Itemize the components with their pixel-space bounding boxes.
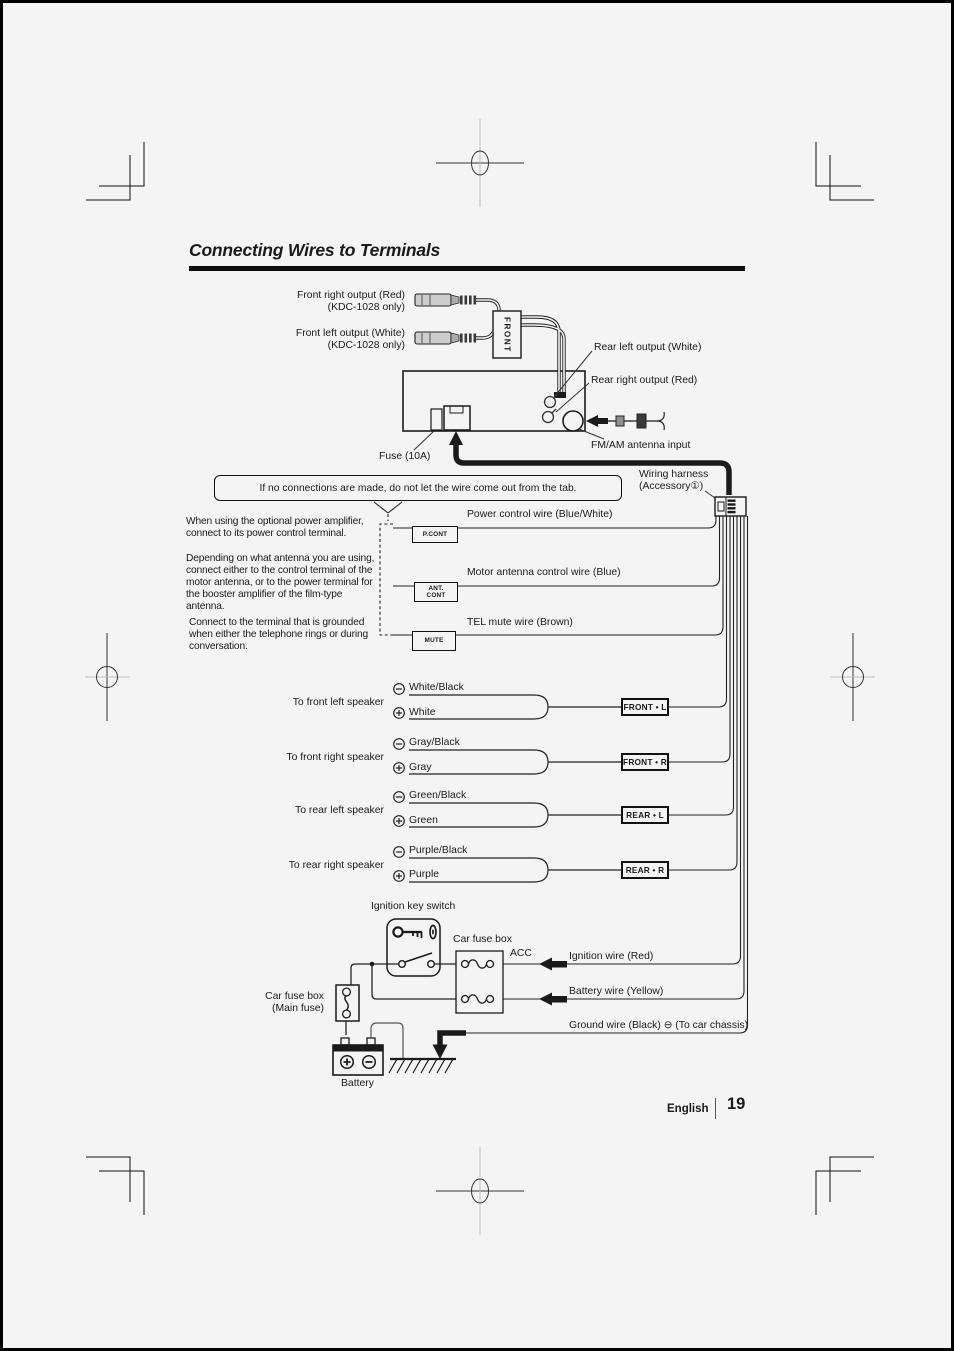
power-control-wire-label: Power control wire (Blue/White) <box>467 509 613 520</box>
crop-marks <box>86 142 874 1215</box>
note-power-amplifier: When using the optional power amplifier, connect to its power control terminal. <box>186 516 364 539</box>
wire-color-label: Green/Black <box>409 790 467 801</box>
rear-right-output-label: Rear right output (Red) <box>591 375 698 386</box>
page-title: Connecting Wires to Terminals <box>189 240 441 260</box>
crosshair-right <box>830 633 875 721</box>
speaker-label: To rear left speaker <box>295 805 384 816</box>
plus-terminal-icon <box>394 871 405 882</box>
mute-terminal-tag: MUTE <box>412 631 456 651</box>
plus-terminal-icon <box>394 816 405 827</box>
front-right-output-note: (KDC-1028 only) <box>327 302 405 313</box>
antenna-arrow-icon <box>586 415 608 427</box>
speaker-terminal-tag: FRONT • L <box>621 698 669 716</box>
wire-color-label: Purple <box>409 869 440 880</box>
rca-connector-front-left-icon <box>415 332 476 344</box>
speaker-terminal-tag: FRONT • R <box>621 753 669 771</box>
ant-cont-terminal-tag: ANT. CONT <box>414 582 458 602</box>
harness-socket <box>444 406 470 430</box>
antenna-plug-icon <box>608 412 664 430</box>
title-rule <box>189 266 745 271</box>
speaker-terminal-tag: REAR • R <box>621 861 669 879</box>
polarity-icons <box>394 684 405 882</box>
speaker-terminal-tag: REAR • L <box>621 806 669 824</box>
acc-label: ACC <box>510 948 532 959</box>
front-left-output-note: (KDC-1028 only) <box>327 340 405 351</box>
junction-dot <box>370 962 375 967</box>
tel-mute-wire-label: TEL mute wire (Brown) <box>467 617 573 628</box>
minus-terminal-icon <box>394 684 405 695</box>
car-fuse-box-label: Car fuse box <box>453 934 512 945</box>
fuse-slot <box>431 409 442 430</box>
main-fuse-label: Car fuse box <box>265 991 324 1002</box>
crosshair-bottom <box>436 1147 524 1235</box>
ground-icon <box>389 1059 456 1073</box>
wire-color-label: Green <box>409 815 438 826</box>
no-connection-warning: If no connections are made, do not let the wire come out from the tab. <box>214 475 622 501</box>
main-fuse-note: (Main fuse) <box>272 1003 324 1014</box>
ground-arrow <box>433 1033 467 1059</box>
rca-connector-front-right-icon <box>415 294 476 306</box>
front-left-output-label: Front left output (White) <box>295 328 405 339</box>
antenna-control-wire-label: Motor antenna control wire (Blue) <box>467 567 621 578</box>
front-box-label: FRONT <box>502 316 512 353</box>
footer-page-number: 19 <box>727 1095 746 1113</box>
wire-color-label: White/Black <box>409 682 464 693</box>
battery-label: Battery <box>341 1078 374 1089</box>
left-arrow-icon <box>539 958 567 971</box>
minus-terminal-icon <box>394 792 405 803</box>
wire-color-label: Gray/Black <box>409 737 460 748</box>
wire-color-label: White <box>409 707 436 718</box>
speaker-label: To rear right speaker <box>288 860 384 871</box>
fuse-label: Fuse (10A) <box>379 451 431 462</box>
antenna-input-label: FM/AM antenna input <box>591 440 691 451</box>
wiring-harness-label: Wiring harness <box>639 469 709 480</box>
front-right-output-label: Front right output (Red) <box>297 290 405 301</box>
ignition-switch <box>387 919 440 976</box>
wire-color-label: Gray <box>409 762 432 773</box>
crosshair-top <box>436 119 524 207</box>
plus-terminal-icon <box>394 708 405 719</box>
ignition-switch-label: Ignition key switch <box>371 901 456 912</box>
crosshair-left <box>85 633 130 721</box>
pcont-terminal-tag: P.CONT <box>412 526 458 543</box>
plus-terminal-icon <box>394 763 405 774</box>
footer-divider <box>715 1098 716 1119</box>
battery-icon <box>333 1038 383 1075</box>
speaker-label: To front left speaker <box>292 697 384 708</box>
note-antenna: Depending on what antenna you are using, connect either to the control terminal of the motor antenna, or to the power terminal for the booster amplifier of the film-type antenna. <box>186 553 375 612</box>
wiring-diagram-lines <box>3 3 951 1348</box>
ground-wire-label: Ground wire (Black) ⊖ (To car chassis) <box>569 1020 749 1031</box>
antenna-jack <box>563 411 583 431</box>
footer-language: English <box>667 1103 709 1115</box>
harness-connector-icon <box>715 497 746 516</box>
minus-terminal-icon <box>394 847 405 858</box>
main-fuse-icon <box>336 985 359 1021</box>
speaker-label: To front right speaker <box>286 752 384 763</box>
rear-left-output-label: Rear left output (White) <box>594 342 702 353</box>
note-tel-mute: Connect to the terminal that is grounded when either the telephone rings or during conversation. <box>189 617 369 652</box>
ignition-wire-label: Ignition wire (Red) <box>569 951 654 962</box>
wiring-harness-accessory: (Accessory①) <box>639 481 704 492</box>
car-fuse-box-icon <box>456 951 503 1013</box>
registration-crosshair-marks <box>85 119 875 1235</box>
wire-direction-arrows <box>539 958 567 1006</box>
minus-terminal-icon <box>394 739 405 750</box>
left-arrow-icon <box>539 993 567 1006</box>
wire-color-label: Purple/Black <box>409 845 468 856</box>
battery-wire-label: Battery wire (Yellow) <box>569 986 664 997</box>
